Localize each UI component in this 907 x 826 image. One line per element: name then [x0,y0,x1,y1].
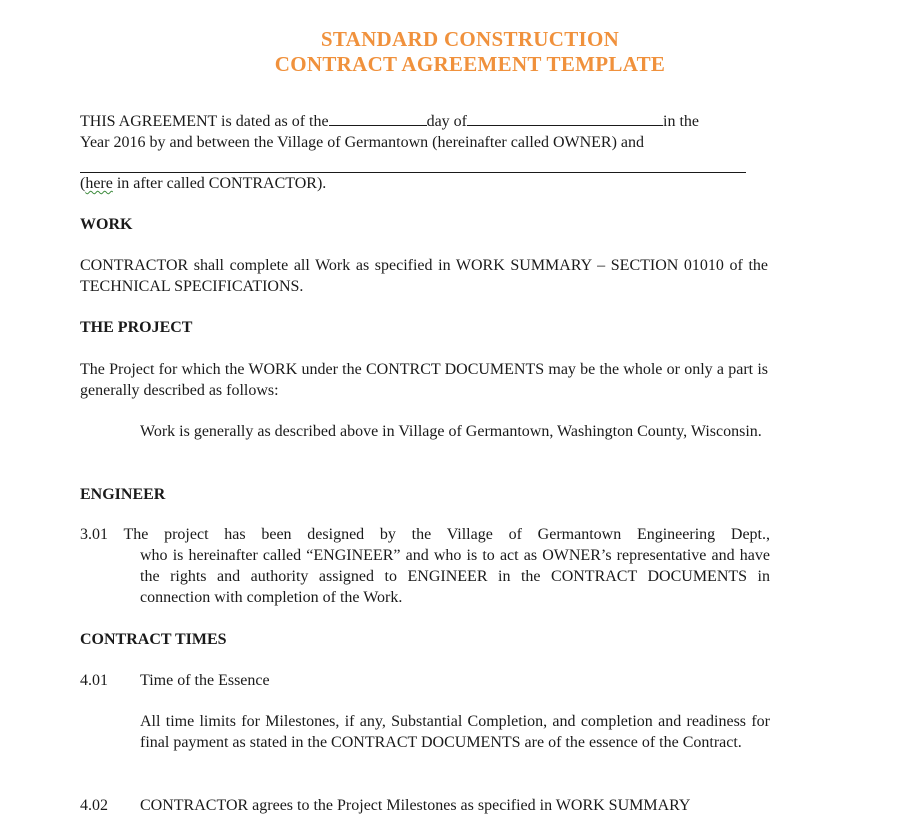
engineer-paragraph-rest: who is hereinafter called “ENGINEER” and who is to act as OWNER’s representative and have the rights and authority assigned to ENGINEER in the CONTRACT DOCUMENTS in connection with completion of the Work. [140,547,770,606]
item-4-02-number: 4.02 [80,797,108,814]
engineer-heading: ENGINEER [80,486,166,503]
item-4-01-number: 4.01 [80,672,108,689]
contract-times-heading: CONTRACT TIMES [80,631,227,648]
agreement-line-3-rest: in after called CONTRACTOR). [112,175,327,192]
work-paragraph: CONTRACTOR shall complete all Work as specified in WORK SUMMARY – SECTION 01010 of the TECHNICAL SPECIFICATIONS. [80,257,768,295]
date-month-blank[interactable] [467,111,663,126]
agreement-text-part3: in the [663,113,699,130]
engineer-first-line [80,524,770,545]
item-4-02-text: CONTRACTOR agrees to the Project Milestones as specified in WORK SUMMARY [140,797,691,814]
work-heading: WORK [80,216,133,233]
agreement-text-part2: day of [426,113,467,130]
agreement-line-1 [80,111,699,132]
date-day-blank[interactable] [329,111,427,126]
project-indented-paragraph: Work is generally as described above in Village of Germantown, Washington County, Wisconsin. [140,423,762,440]
spellcheck-word: here [85,175,113,192]
item-4-01-title: Time of the Essence [140,672,270,689]
title-line-2: CONTRACT AGREEMENT TEMPLATE [274,52,666,76]
engineer-first-line-text: The project has been designed by the Village of Germantown Engineering Dept., [123,526,770,543]
title-line-1: STANDARD CONSTRUCTION [320,27,620,51]
agreement-line-2: Year 2016 by and between the Village of Germantown (hereinafter called OWNER) and [80,134,645,151]
item-4-01-paragraph: All time limits for Milestones, if any, Substantial Completion, and completion and readiness for final payment as stated in the CONTRACT DOCUMENTS are of the essence of the Contract. [140,713,770,751]
project-heading: THE PROJECT [80,319,193,336]
agreement-text-part1: THIS AGREEMENT is dated as of the [80,113,329,130]
project-paragraph: The Project for which the WORK under the CONTRCT DOCUMENTS may be the whole or only a part is generally described as follows: [80,361,768,399]
engineer-number: 3.01 [80,526,108,543]
agreement-line-3: (here in after called CONTRACTOR). [80,175,327,192]
